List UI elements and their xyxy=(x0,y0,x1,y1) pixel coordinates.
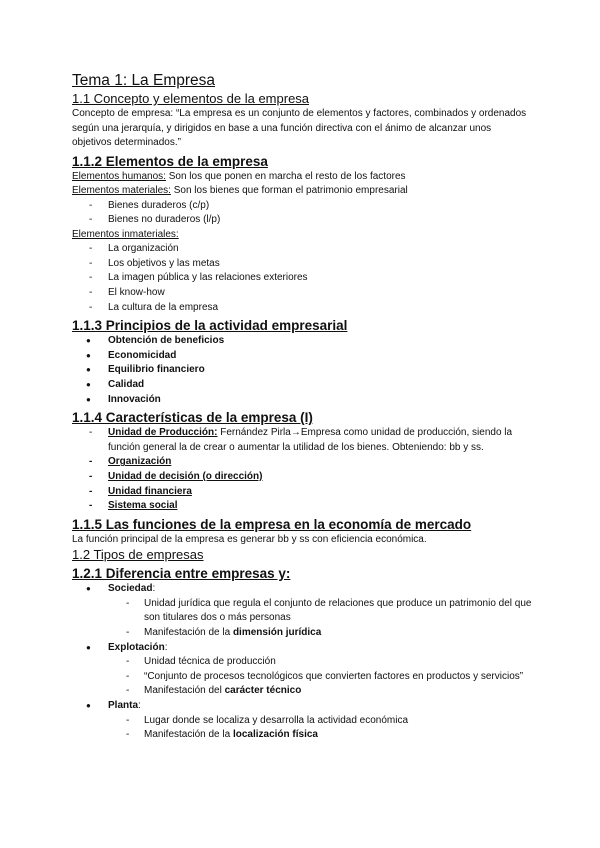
list-item: - La organización xyxy=(72,242,532,257)
diferencias-list-3 xyxy=(72,699,532,714)
diferencias-list xyxy=(72,582,532,597)
list-item xyxy=(72,728,532,743)
sociedad-sublist xyxy=(72,597,532,641)
list-item: - Unidad técnica de producción xyxy=(72,655,532,670)
elementos-humanos-text: Son los que ponen en marcha el resto de los factores xyxy=(165,170,406,182)
list-item: - Sistema social xyxy=(72,499,532,514)
list-item: - Unidad jurídica que regula el conjunto de relaciones que produce un patrimonio del que son titulares dos o más personas xyxy=(72,597,532,626)
list-item: - Lugar donde se localiza y desarrolla la actividad económica xyxy=(72,714,532,729)
list-item: - “Conjunto de procesos tecnológicos que convierten factores en productos y servicios” xyxy=(72,670,532,685)
heading-1-1-3: 1.1.3 Principios de la actividad empresarial xyxy=(72,318,348,334)
list-item: ● Economicidad xyxy=(72,349,532,364)
heading-1-1-4: 1.1.4 Características de la empresa (I) xyxy=(72,410,313,426)
item-bold: dimensión jurídica xyxy=(232,626,322,638)
planta-sublist xyxy=(72,714,532,743)
list-item: - La imagen pública y las relaciones exteriores xyxy=(72,271,532,286)
list-item: - Organización xyxy=(72,455,532,470)
list-item-sociedad xyxy=(72,582,532,597)
sociedad-label: Sociedad xyxy=(108,583,153,595)
elementos-humanos xyxy=(72,170,532,185)
explotacion-colon: : xyxy=(164,641,168,653)
list-item: ● Obtención de beneficios xyxy=(72,334,532,349)
diferencias-list-2 xyxy=(72,641,532,656)
heading-1-1-5: 1.1.5 Las funciones de la empresa en la economía de mercado xyxy=(72,516,472,532)
elementos-inmateriales-label: Elementos inmateriales: xyxy=(72,228,179,240)
sociedad-colon: : xyxy=(152,583,156,595)
document-page xyxy=(72,72,532,743)
list-item: ● Innovación xyxy=(72,393,532,408)
document-title: Tema 1: La Empresa xyxy=(72,72,216,89)
elementos-materiales xyxy=(72,184,532,199)
list-item xyxy=(72,684,532,699)
explotacion-label: Explotación xyxy=(108,641,165,653)
planta-colon: : xyxy=(138,699,141,711)
elementos-humanos-label: Elementos humanos: xyxy=(72,170,166,182)
planta-label: Planta xyxy=(108,699,139,711)
list-item: - Bienes duraderos (c/p) xyxy=(72,199,532,214)
principios-list xyxy=(72,334,532,407)
elementos-materiales-label: Elementos materiales: xyxy=(72,185,171,196)
elementos-materiales-text: Son los bienes que forman el patrimonio empresarial xyxy=(170,185,408,196)
list-item: - El know-how xyxy=(72,286,532,301)
inmateriales-list xyxy=(72,242,532,315)
list-item xyxy=(72,426,532,455)
item-text: Manifestación del xyxy=(144,685,225,697)
list-item: - Bienes no duraderos (l/p) xyxy=(72,213,532,228)
explotacion-sublist xyxy=(72,655,532,699)
caracteristicas-list xyxy=(72,426,532,514)
list-item: ● Calidad xyxy=(72,378,532,393)
list-item: - Unidad de decisión (o dirección) xyxy=(72,470,532,485)
concepto-paragraph: Concepto de empresa: “La empresa es un conjunto de elementos y factores, combinados y ordenados según una jerarquía, y dirigidos en base a una función directiva con el ánimo de alcanzar unos objetivos determinados.” xyxy=(72,108,527,148)
item-bold: carácter técnico xyxy=(224,685,302,697)
list-item-explotacion xyxy=(72,641,532,656)
list-item: ● Equilibrio financiero xyxy=(72,363,532,378)
heading-1-1: 1.1 Concepto y elementos de la empresa xyxy=(72,91,310,106)
item-bold: localización física xyxy=(232,729,318,741)
heading-1-1-2: 1.1.2 Elementos de la empresa xyxy=(72,153,268,169)
list-item: - Unidad financiera xyxy=(72,485,532,500)
item-text: Manifestación de la xyxy=(144,626,233,638)
list-item-planta xyxy=(72,699,532,714)
item-text: Manifestación de la xyxy=(144,729,233,741)
unidad-produccion-label: Unidad de Producción: xyxy=(108,427,218,439)
list-item: - La cultura de la empresa xyxy=(72,301,532,316)
heading-1-2-1: 1.2.1 Diferencia entre empresas y: xyxy=(72,566,291,582)
list-item xyxy=(72,626,532,641)
materiales-list xyxy=(72,199,532,228)
funciones-paragraph: La función principal de la empresa es generar bb y ss con eficiencia económica. xyxy=(72,533,427,545)
list-item: - Los objetivos y las metas xyxy=(72,257,532,272)
heading-1-2: 1.2 Tipos de empresas xyxy=(72,547,204,563)
unidad-produccion-text: Fernández Pirla→Empresa como unidad de producción, siendo la función general la de crear o aumentar la utilidad de los bienes. Obteniendo: bb y ss. xyxy=(108,427,513,453)
